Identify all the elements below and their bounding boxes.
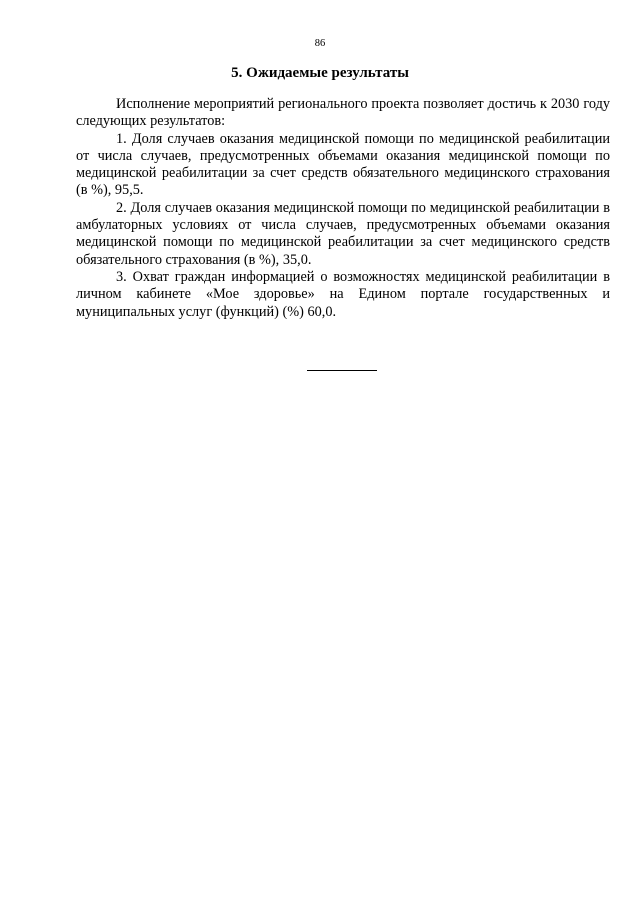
page-number: 86 — [314, 38, 326, 49]
section-title: 5. Ожидаемые результаты — [231, 65, 409, 81]
result-item-1: 1. Доля случаев оказания медицинской помощи по медицинской реабилитации от числа случаев, предусмотренных объемами оказания медицинской помощи по медицинской реабилитации за счет средств обязательного медицинского страхования (в %), 95,5. — [76, 130, 610, 199]
result-item-2: 2. Доля случаев оказания медицинской помощи по медицинской реабилитации в амбулаторных условиях от числа случаев, предусмотренных объемами оказания медицинской помощи по медицинской реабилитации за счет медицинского средств обязательного страхования (в %), 35,0. — [76, 199, 610, 268]
intro-paragraph: Исполнение мероприятий регионального проекта позволяет достичь к 2030 году следующих результатов: — [76, 96, 610, 130]
end-divider-line — [307, 370, 377, 371]
result-item-3: 3. Охват граждан информацией о возможностях медицинской реабилитации в личном кабинете «Мое здоровье» на Едином портале государственных и муниципальных услуг (функций) (%) 60,0. — [76, 268, 610, 320]
document-body — [76, 96, 610, 321]
